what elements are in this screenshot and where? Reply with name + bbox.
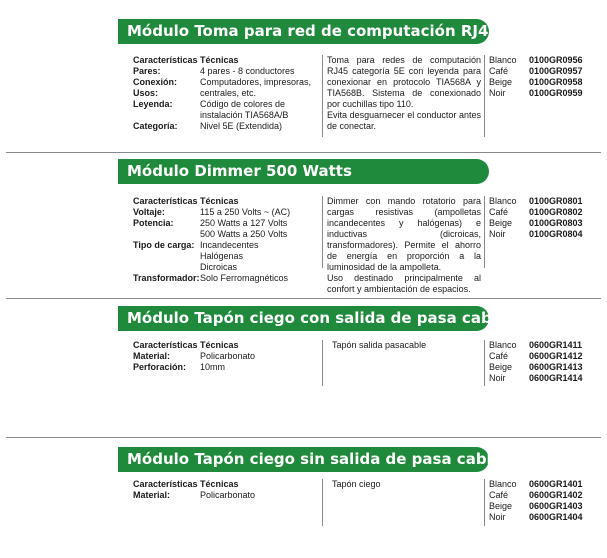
code-row <box>489 229 599 240</box>
product-codes <box>489 479 599 523</box>
specs-block <box>133 55 321 132</box>
spec-value: Policarbonato <box>200 351 256 361</box>
spec-value: 4 pares - 8 conductores <box>200 66 295 76</box>
section-title-banner: Módulo Tapón ciego con salida de pasa cable <box>118 306 489 331</box>
spec-label: Usos: <box>133 88 159 98</box>
section-divider <box>6 437 601 438</box>
code-color: Noir <box>489 512 506 522</box>
spec-label: Material: <box>133 351 171 361</box>
code-number: 0100GR0956 <box>529 55 583 65</box>
code-number: 0100GR0957 <box>529 66 583 76</box>
spec-label: Tipo de carga: <box>133 240 195 250</box>
code-number: 0600GR1411 <box>529 340 583 350</box>
code-row <box>489 218 599 229</box>
spec-row <box>133 66 321 77</box>
code-number: 0600GR1402 <box>529 490 583 500</box>
spec-value: centrales, etc. <box>200 88 257 98</box>
spec-label: Voltaje: <box>133 207 165 217</box>
spec-value: Solo Ferromagnéticos <box>200 273 289 283</box>
code-number: 0100GR0958 <box>529 77 583 87</box>
spec-row <box>133 362 321 373</box>
spec-value: instalación TIA568A/B <box>200 110 289 120</box>
spec-row <box>133 121 321 132</box>
code-color: Café <box>489 207 509 217</box>
code-number: 0600GR1404 <box>529 512 583 522</box>
product-codes <box>489 196 599 240</box>
spec-row <box>133 218 321 240</box>
spec-label: Transformador: <box>133 273 200 283</box>
spec-value: Incandecentes <box>200 240 259 250</box>
specs-heading: Características Técnicas <box>133 55 239 65</box>
spec-label: Conexión: <box>133 77 177 87</box>
code-row <box>489 501 599 512</box>
spec-value: Código de colores de <box>200 99 286 109</box>
section-divider <box>6 152 601 153</box>
description-paragraph: Toma para redes de computación RJ45 categoría 5E con leyenda para conexionar en protocolo TIA568A y TIA568B. Sistema de conexionado por cuchillas tipo 110. <box>327 55 481 109</box>
code-number: 0100GR0803 <box>529 218 583 228</box>
code-number: 0600GR1412 <box>529 351 583 361</box>
section-title-banner: Módulo Toma para red de computación RJ45 - 5E <box>118 19 489 44</box>
description-paragraph: Evita desguarnecer el conductor antes de conectar. <box>327 110 481 131</box>
specs-block <box>133 340 321 373</box>
description-block <box>322 479 485 526</box>
code-color: Noir <box>489 373 506 383</box>
spec-label: Perforación: <box>133 362 187 372</box>
specs-block <box>133 479 321 501</box>
code-color: Café <box>489 66 509 76</box>
code-number: 0600GR1401 <box>529 479 583 489</box>
spec-label: Leyenda: <box>133 99 173 109</box>
code-number: 0100GR0801 <box>529 196 583 206</box>
spec-row <box>133 77 321 88</box>
spec-label: Material: <box>133 490 171 500</box>
description-paragraph: Tapón ciego <box>332 479 381 489</box>
code-number: 0100GR0959 <box>529 88 583 98</box>
spec-value: Policarbonato <box>200 490 256 500</box>
spec-label: Categoría: <box>133 121 178 131</box>
description-block <box>322 55 485 137</box>
description-paragraph: Dimmer con mando rotatorio para cargas resistivas (ampolletas incandecentes y halógenas) e inductivas (dicroicas, transformadores). Permite el ahorro de energía en proporción a la luminosidad de la ampolleta. <box>327 196 481 272</box>
code-color: Beige <box>489 501 513 511</box>
code-color: Blanco <box>489 196 517 206</box>
spec-row <box>133 273 321 284</box>
spec-row <box>133 88 321 99</box>
code-color: Café <box>489 490 509 500</box>
code-number: 0600GR1403 <box>529 501 583 511</box>
description-block <box>322 340 485 386</box>
code-color: Beige <box>489 362 513 372</box>
code-row <box>489 373 599 384</box>
code-row <box>489 88 599 99</box>
code-row <box>489 512 599 523</box>
code-color: Beige <box>489 77 513 87</box>
code-row <box>489 479 599 490</box>
code-row <box>489 196 599 207</box>
spec-value: Nivel 5E (Extendida) <box>200 121 283 131</box>
spec-label: Potencia: <box>133 218 174 228</box>
code-color: Noir <box>489 88 506 98</box>
code-row <box>489 490 599 501</box>
product-codes <box>489 340 599 384</box>
specs-block <box>133 196 321 284</box>
code-number: 0600GR1413 <box>529 362 583 372</box>
code-row <box>489 351 599 362</box>
spec-row <box>133 99 321 121</box>
code-row <box>489 77 599 88</box>
specs-heading: Características Técnicas <box>133 196 239 206</box>
spec-value: 10mm <box>200 362 226 372</box>
code-row <box>489 340 599 351</box>
spec-value: 115 a 250 Volts ~ (AC) <box>200 207 291 217</box>
spec-row <box>133 351 321 362</box>
spec-label: Pares: <box>133 66 161 76</box>
description-paragraph: Tapón salida pasacable <box>332 340 427 350</box>
spec-value: 250 Watts a 127 Volts <box>200 218 288 228</box>
code-color: Blanco <box>489 55 517 65</box>
spec-value: Computadores, impresoras, <box>200 77 312 87</box>
code-color: Blanco <box>489 479 517 489</box>
product-codes <box>489 55 599 99</box>
spec-row <box>133 490 321 501</box>
code-number: 0100GR0802 <box>529 207 583 217</box>
section-title-banner: Módulo Dimmer 500 Watts <box>118 159 489 184</box>
code-number: 0600GR1414 <box>529 373 583 383</box>
code-color: Beige <box>489 218 513 228</box>
code-color: Café <box>489 351 509 361</box>
description-paragraph: Uso destinado principalmente al confort y ambientación de espacios. <box>327 273 481 294</box>
code-row <box>489 362 599 373</box>
code-row <box>489 66 599 77</box>
spec-row <box>133 240 321 273</box>
code-color: Blanco <box>489 340 517 350</box>
code-number: 0100GR0804 <box>529 229 583 239</box>
specs-heading: Características Técnicas <box>133 479 239 489</box>
section-title-banner: Módulo Tapón ciego sin salida de pasa cable. <box>118 447 489 472</box>
description-block <box>322 196 485 294</box>
code-row <box>489 55 599 66</box>
spec-value: Halógenas <box>200 251 244 261</box>
code-row <box>489 207 599 218</box>
spec-value: 500 Watts a 250 Volts <box>200 229 288 239</box>
spec-row <box>133 207 321 218</box>
section-divider <box>6 298 601 299</box>
specs-heading: Características Técnicas <box>133 340 239 350</box>
spec-value: Dicroicas <box>200 262 238 272</box>
code-color: Noir <box>489 229 506 239</box>
